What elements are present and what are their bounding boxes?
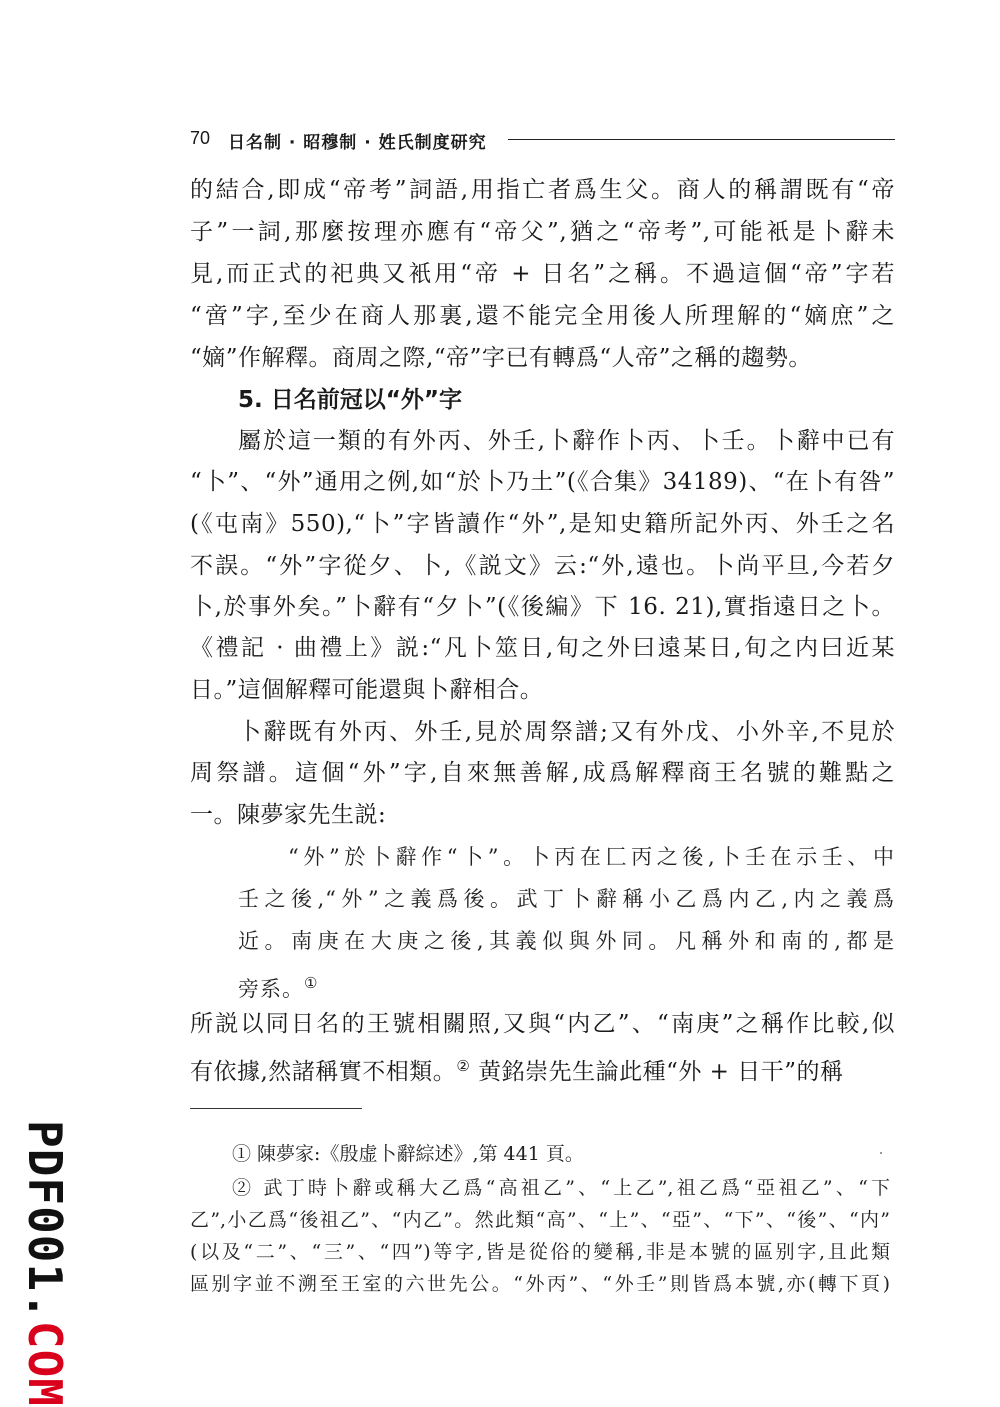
- footnote-mark[interactable]: ①: [304, 974, 319, 992]
- quote-text: 旁系。: [238, 977, 304, 1001]
- body-text: 有依據,然諸稱實不相類。: [190, 1059, 457, 1085]
- body-line: 所説以同日名的王號相關照,又與“内乙”、“南庚”之稱作比較,似: [190, 1011, 895, 1037]
- body-line: “卜”、“外”通用之例,如“於卜乃土”(《合集》34189)、“在卜有咎”: [190, 469, 895, 495]
- body-line: 日。”這個解釋可能還與卜辭相合。: [190, 677, 544, 703]
- quote-line: “外”於卜辭作“卜”。卜丙在匚丙之後,卜壬在示壬、中: [288, 845, 895, 869]
- watermark: [18, 1120, 72, 1407]
- body-line: 子”一詞,那麼按理亦應有“帝父”,猶之“帝考”,可能衹是卜辭未: [190, 219, 895, 245]
- header-rule: [508, 139, 895, 140]
- body-line: 周祭譜。這個“外”字,自來無善解,成爲解釋商王名號的難點之: [190, 760, 895, 786]
- footnote-line: 乙”,小乙爲“後祖乙”、“内乙”。然此類“高”、“上”、“亞”、“下”、“後”、“内”: [190, 1209, 890, 1231]
- body-text: 黄銘崇先生論此種“外 + 日干”的稱: [478, 1059, 844, 1085]
- scan-speck: [880, 1152, 882, 1154]
- body-line: 《禮記 · 曲禮上》説:“凡卜筮日,旬之外曰遠某日,旬之内曰近某: [190, 635, 895, 661]
- quote-line: 壬之後,“外”之義爲後。武丁卜辭稱小乙爲内乙,内之義爲: [238, 887, 895, 911]
- body-line: [190, 1046, 895, 1086]
- footnote-line: ② 武丁時卜辭或稱大乙爲“高祖乙”、“上乙”,祖乙爲“亞祖乙”、“下: [232, 1177, 890, 1199]
- book-title: 日名制 · 昭穆制 · 姓氏制度研究: [228, 133, 487, 153]
- page-number: 70: [190, 128, 211, 148]
- body-line: 不誤。“外”字從夕、卜,《説文》云:“外,遠也。卜尚平旦,今若夕: [190, 553, 895, 579]
- running-header: [190, 128, 895, 158]
- body-line: “嫡”作解釋。商周之際,“帝”字已有轉爲“人帝”之稱的趨勢。: [190, 345, 812, 371]
- body-line: 的結合,即成“帝考”詞語,用指亡者爲生父。商人的稱謂既有“帝: [190, 177, 895, 203]
- section-heading: 5. 日名前冠以“外”字: [238, 387, 462, 413]
- body-line: “啻”字,至少在商人那裏,還不能完全用後人所理解的“嫡庶”之: [190, 303, 895, 329]
- body-line: 屬於這一類的有外丙、外壬,卜辭作卜丙、卜壬。卜辭中已有: [238, 428, 895, 454]
- body-line: 卜辭既有外丙、外壬,見於周祭譜;又有外戊、小外辛,不見於: [238, 719, 895, 745]
- watermark-text-red: COM: [18, 1320, 72, 1407]
- quote-line: [238, 963, 895, 1003]
- body-line: (《屯南》550),“卜”字皆讀作“外”,是知史籍所記外丙、外壬之名: [190, 511, 895, 537]
- footnote-rule: [190, 1108, 362, 1109]
- footnote-line: (以及“二”、“三”、“四”)等字,皆是從俗的變稱,非是本號的區别字,且此類: [190, 1241, 890, 1263]
- footnote-mark[interactable]: ②: [456, 1057, 471, 1075]
- body-line: 見,而正式的祀典又衹用“帝 + 日名”之稱。不過這個“帝”字若: [190, 261, 895, 287]
- footnote-line: 區别字並不溯至王室的六世先公。“外丙”、“外壬”則皆爲本號,亦(轉下頁): [190, 1273, 890, 1295]
- quote-line: 近。南庚在大庚之後,其義似與外同。凡稱外和南的,都是: [238, 929, 895, 953]
- body-line: 卜,於事外矣。”卜辭有“夕卜”(《後編》下 16. 21),實指遠日之卜。: [190, 594, 895, 620]
- body-line: 一。陳夢家先生説:: [190, 802, 387, 828]
- watermark-text-black: PDF001.: [18, 1120, 72, 1321]
- footnote-line: ① 陳夢家:《殷虚卜辭綜述》,第 441 頁。: [232, 1143, 584, 1165]
